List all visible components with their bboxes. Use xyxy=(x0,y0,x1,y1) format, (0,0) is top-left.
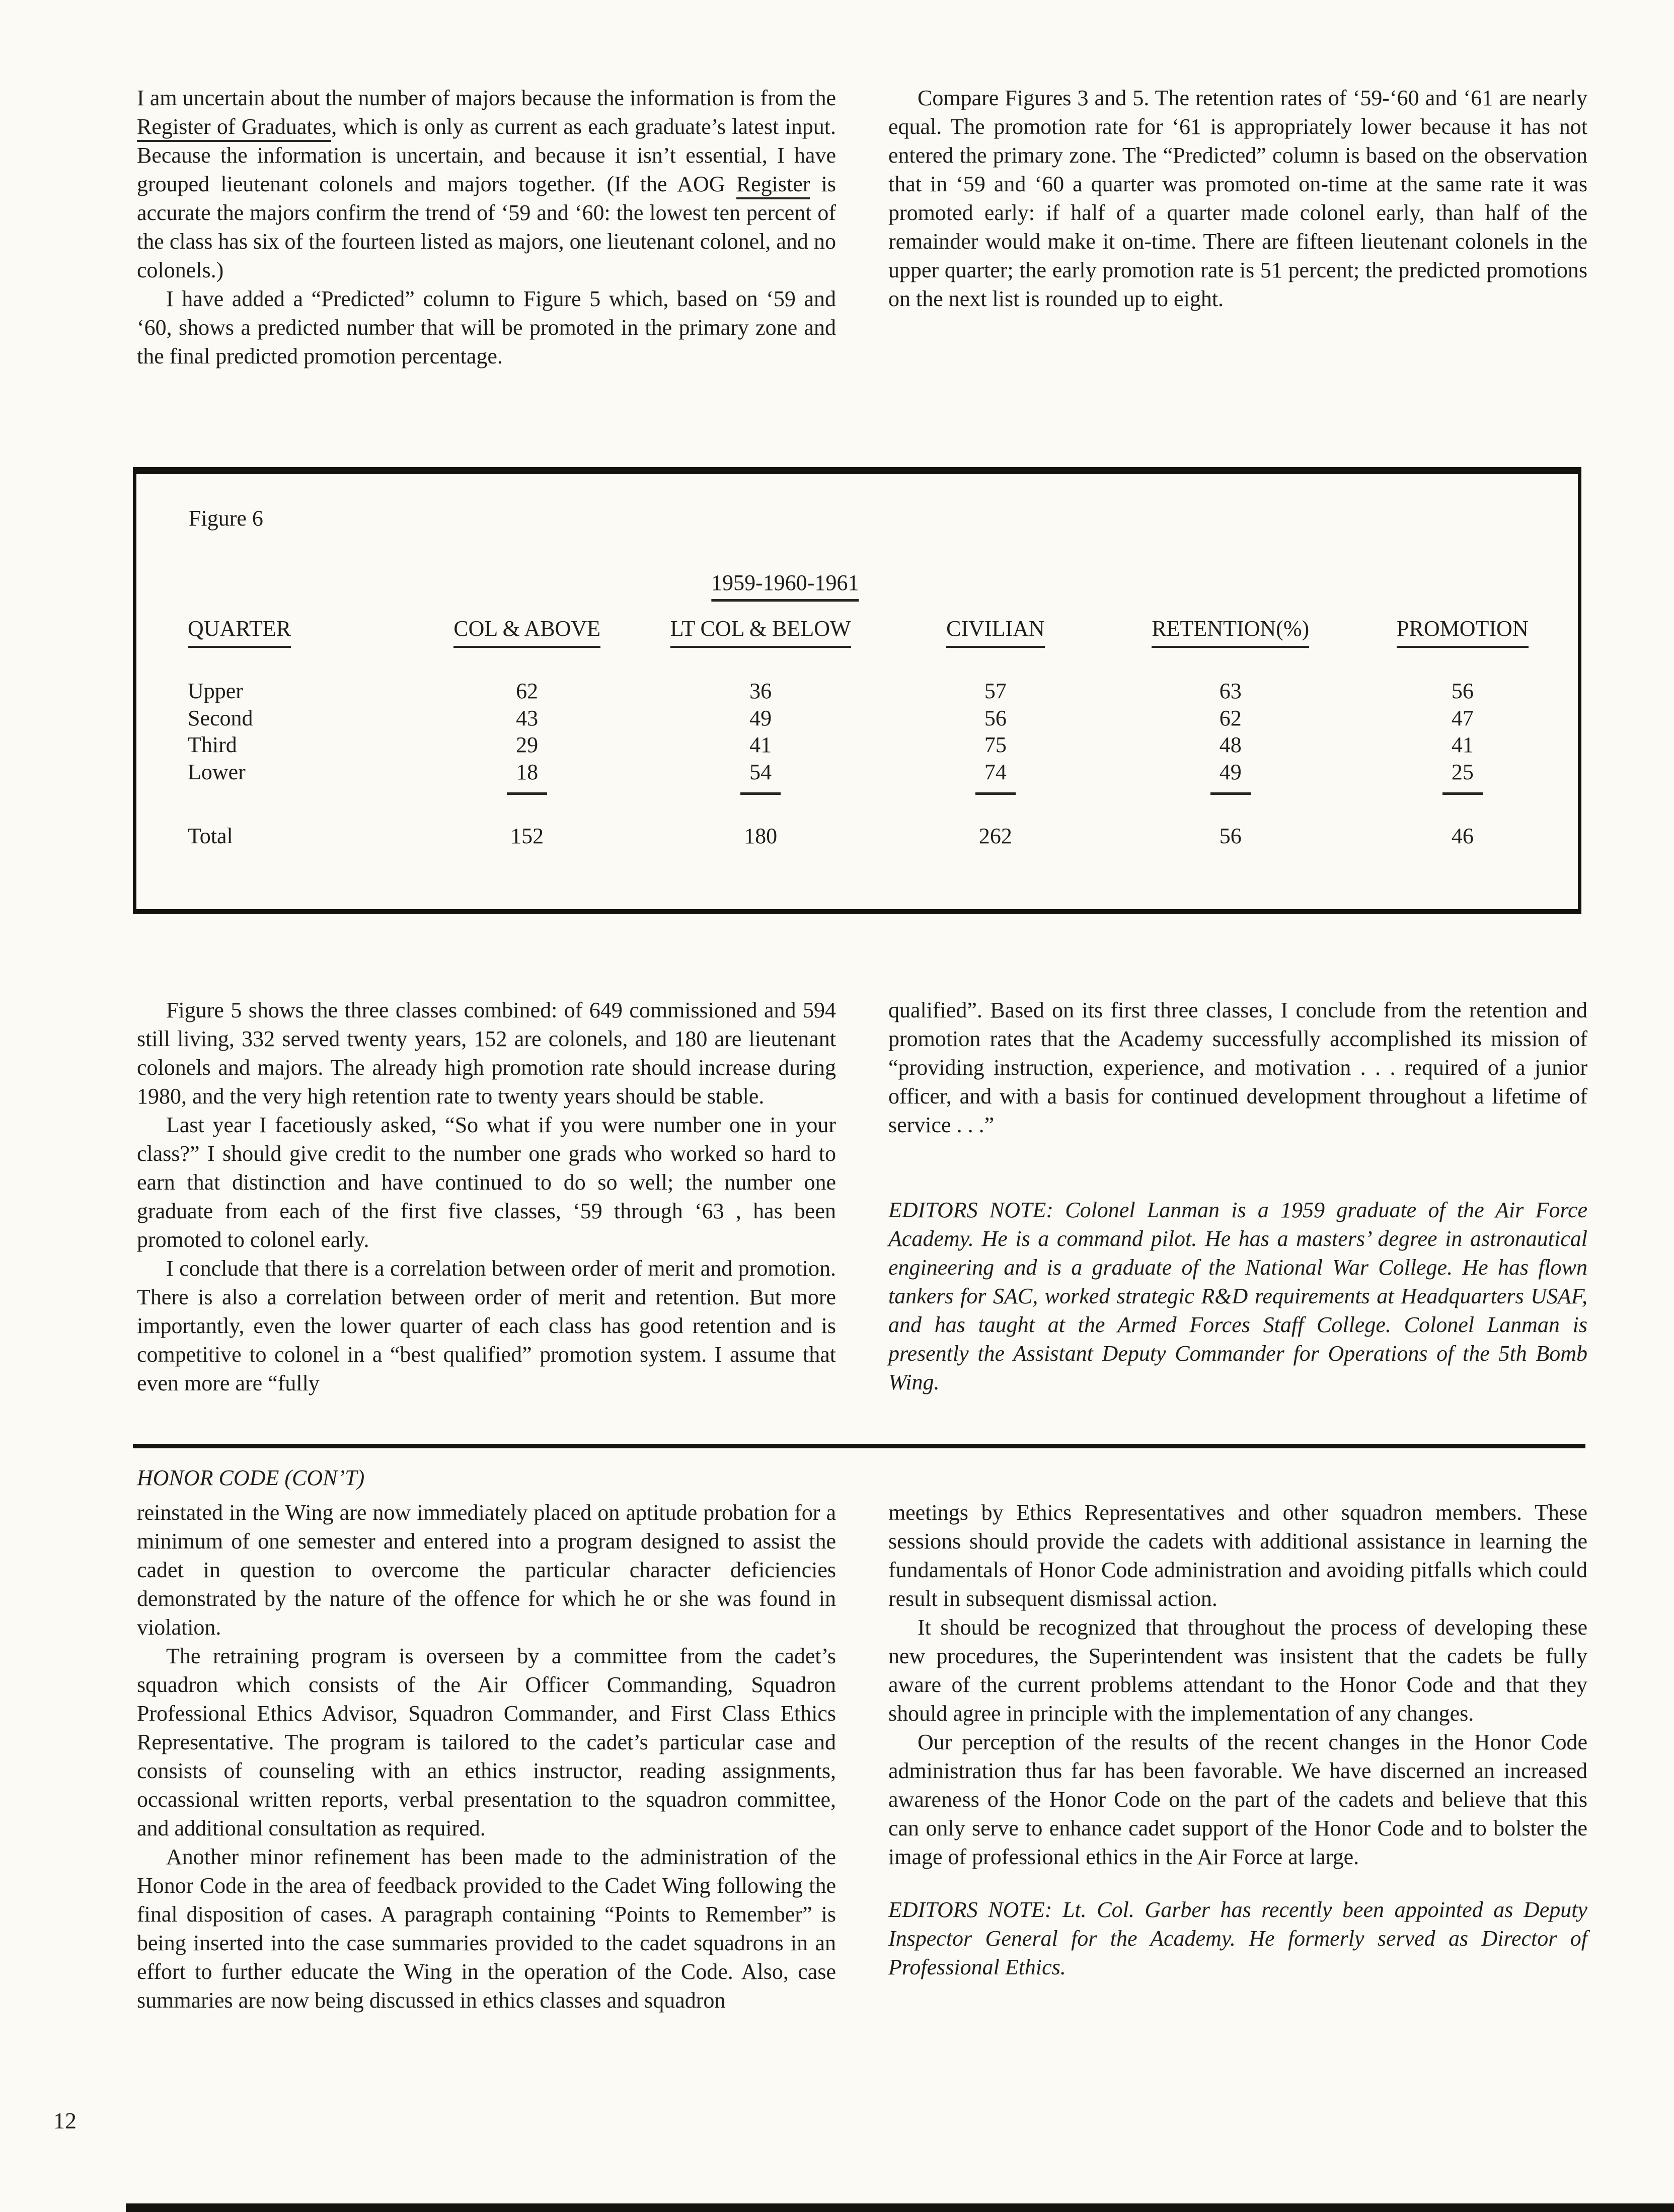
figure6-label: Figure 6 xyxy=(189,506,263,531)
figure6-box xyxy=(133,467,1581,914)
top-section xyxy=(137,84,1587,371)
cell-value: 75 xyxy=(984,732,1007,757)
cell-value: 41 xyxy=(1451,732,1474,757)
cell-value: 180 xyxy=(744,824,778,848)
column-header-retention: RETENTION(%) xyxy=(1114,615,1347,648)
paragraph-majors-uncertain xyxy=(137,84,836,284)
mid-section xyxy=(137,996,1587,1397)
column-header-promotion: PROMOTION xyxy=(1347,615,1578,648)
cell-quarter: Upper xyxy=(188,679,243,703)
cell-value: 25 xyxy=(1347,759,1578,795)
cell-quarter: Lower xyxy=(188,760,246,784)
table-row-third xyxy=(136,731,1578,759)
section-divider-rule xyxy=(133,1444,1585,1448)
cell-value: 46 xyxy=(1451,824,1474,848)
column-header-civilian: CIVILIAN xyxy=(877,615,1114,648)
mid-right-column xyxy=(888,996,1587,1397)
page-number: 12 xyxy=(53,2108,77,2133)
cell-value: 18 xyxy=(410,759,644,795)
text-segment: I am uncertain about the number of majors because the information is from the xyxy=(137,86,836,110)
cell-value: 29 xyxy=(516,732,539,757)
cell-value: 47 xyxy=(1451,706,1474,730)
cell-value: 56 xyxy=(1451,679,1474,703)
cell-value: 62 xyxy=(1219,706,1242,730)
figure6-header-row xyxy=(136,615,1578,648)
figure6-title xyxy=(711,570,859,596)
cell-value: 63 xyxy=(1219,679,1242,703)
paragraph-predicted-column: I have added a “Predicted” column to Figure 5 which, based on ‘59 and ‘60, shows a predicted number that will be promoted in the primary zone and the final predicted promotion percentage. xyxy=(137,286,836,368)
column-header-col-above: COL & ABOVE xyxy=(410,615,644,648)
paragraph-our-perception: Our perception of the results of the recent changes in the Honor Code administration thus far has been favorable. We have discerned an increased awareness of the Honor Code on the part of the cadets and believe that this can only serve to enhance cadet support of the Honor Code and to bolster the image of professional ethics in the Air Force at large. xyxy=(888,1730,1587,1869)
editors-note-garber: EDITORS NOTE: Lt. Col. Garber has recently been appointed as Deputy Inspector General for the Academy. He formerly served as Director of Professional Ethics. xyxy=(888,1897,1587,1979)
cell-value: 54 xyxy=(644,759,877,795)
cell-quarter: Second xyxy=(188,706,253,730)
paragraph-qualified-mission: qualified”. Based on its first three classes, I conclude from the retention and promotion rates that the Academy successfully accomplished its mission of “providing instruction, experience, and motivation . . . required of a junior officer, and with a basis for continued development throughout a lifetime of service . . .” xyxy=(888,998,1587,1137)
paragraph-last-year: Last year I facetiously asked, “So what if you were number one in your class?” I should give credit to the number one grads who worked so hard to earn that distinction and have continued to do so well; the number one graduate from each of the first five classes, ‘59 through ‘63 , has been promoted to colonel early. xyxy=(137,1113,836,1252)
editors-note-lanman: EDITORS NOTE: Colonel Lanman is a 1959 graduate of the Air Force Academy. He is a command pilot. He has a masters’ degree in astronautical engineering and is a graduate of the National War College. He has flown tankers for SAC, worked strategic R&D requirements at Headquarters USAF, and has taught at the Armed Forces Staff College. Colonel Lanman is presently the Assistant Deputy Commander for Operations of the 5th Bomb Wing. xyxy=(888,1198,1587,1394)
figure6-title-text: 1959-1960-1961 xyxy=(711,570,859,602)
column-header-quarter: QUARTER xyxy=(136,615,410,648)
table-row-lower xyxy=(136,759,1578,795)
paragraph-conclude-correlation: I conclude that there is a correlation between order of merit and promotion. There is also a correlation between order of merit and retention. But more importantly, even the lower quarter of each class has good retention and is competitive to colonel in a “best qualified” promotion system. I assume that even more are “fully xyxy=(137,1256,836,1395)
paragraph-retraining-program: The retraining program is overseen by a committee from the cadet’s squadron which consists of the Air Officer Commanding, Squadron Professional Ethics Advisor, Squadron Commander, and First Class Ethics Representative. The program is tailored to the cadet’s particular case and consists of counseling with an ethics instructor, reading assignments, occassional written reports, verbal presentation to the squadron committee, and additional consultation as required. xyxy=(137,1644,836,1840)
mid-left-column xyxy=(137,996,836,1397)
honor-left-column xyxy=(137,1498,836,2015)
honor-right-column xyxy=(888,1498,1587,2015)
paragraph-another-refinement: Another minor refinement has been made to the administration of the Honor Code in the area of feedback provided to the Cadet Wing following the final disposition of cases. A paragraph containing “Points to Remember” is being inserted into the case summaries provided to the cadet squadrons in an effort to further educate the Wing in the operation of the Code. Also, case summaries are now being discussed in ethics classes and squadron xyxy=(137,1845,836,2013)
table-row-total xyxy=(136,823,1578,850)
cell-value: 36 xyxy=(749,679,772,703)
table-row-second xyxy=(136,705,1578,732)
cell-value: 43 xyxy=(516,706,539,730)
cell-value: 49 xyxy=(1114,759,1347,795)
cell-value: 152 xyxy=(510,824,544,848)
underlined-register: Register xyxy=(736,172,810,199)
honor-code-heading: HONOR CODE (CON’T) xyxy=(137,1465,365,1490)
paragraph-reinstated: reinstated in the Wing are now immediately placed on aptitude probation for a minimum of one semester and entered into a program designed to assist the cadet in question to overcome the particular character deficiencies demonstrated by the nature of the offence for which he or she was found in violation. xyxy=(137,1500,836,1640)
cell-value: 74 xyxy=(877,759,1114,795)
cell-value: 48 xyxy=(1219,732,1242,757)
cell-value: 57 xyxy=(984,679,1007,703)
underlined-register-of-graduates: Register of Graduates xyxy=(137,114,331,142)
scan-bottom-bar xyxy=(126,2203,1674,2212)
honor-code-section xyxy=(137,1498,1587,2015)
cell-value: 41 xyxy=(749,732,772,757)
paragraph-superintendent: It should be recognized that throughout the process of developing these new procedures, the Superintendent was insistent that the cadets be fully aware of the current problems attendant to the Honor Code and that they should agree in principle with the implementation of any changes. xyxy=(888,1615,1587,1726)
paragraph-compare-figures: Compare Figures 3 and 5. The retention rates of ‘59-‘60 and ‘61 are nearly equal. The promotion rate for ‘61 is appropriately lower because it has not entered the primary zone. The “Predicted” column is based on the observation that in ‘59 and ‘60 a quarter was promoted on-time at the same rate it was promoted early: if half of a quarter made colonel early, than half of the remainder would make it on-time. There are fifteen lieutenant colonels in the upper quarter; the early promotion rate is 51 percent; the predicted promotions on the next list is rounded up to eight. xyxy=(888,86,1587,311)
paragraph-meetings-ethics: meetings by Ethics Representatives and other squadron members. These sessions should provide the cadets with additional assistance in learning the fundamentals of Honor Code administration and avoiding pitfalls which could result in subsequent dismissal action. xyxy=(888,1500,1587,1611)
cell-quarter: Third xyxy=(188,732,237,757)
column-header-ltcol-below: LT COL & BELOW xyxy=(644,615,877,648)
cell-quarter: Total xyxy=(188,824,233,848)
text-segment: is accurate the majors confirm the trend of ‘59 and ‘60: the lowest ten percent of the class has six of the fourteen listed as majors, one lieutenant colonel, and no colonels.) xyxy=(137,172,836,282)
top-right-column xyxy=(888,84,1587,371)
text-segment: , which is only as current as each graduate’s latest input. Because the information is uncertain, and because it isn’t essential, I have grouped lieutenant colonels and majors together. (If the AOG xyxy=(137,114,836,196)
cell-value: 56 xyxy=(984,706,1007,730)
cell-value: 262 xyxy=(978,824,1012,848)
paragraph-figure5-combined: Figure 5 shows the three classes combined: of 649 commissioned and 594 still living, 332 served twenty years, 152 are colonels, and 180 are lieutenant colonels and majors. The already high promotion rate should increase during 1980, and the very high retention rate to twenty years should be stable. xyxy=(137,998,836,1109)
top-left-column xyxy=(137,84,836,371)
cell-value: 56 xyxy=(1219,824,1242,848)
table-row-upper xyxy=(136,678,1578,705)
cell-value: 49 xyxy=(749,706,772,730)
cell-value: 62 xyxy=(516,679,539,703)
